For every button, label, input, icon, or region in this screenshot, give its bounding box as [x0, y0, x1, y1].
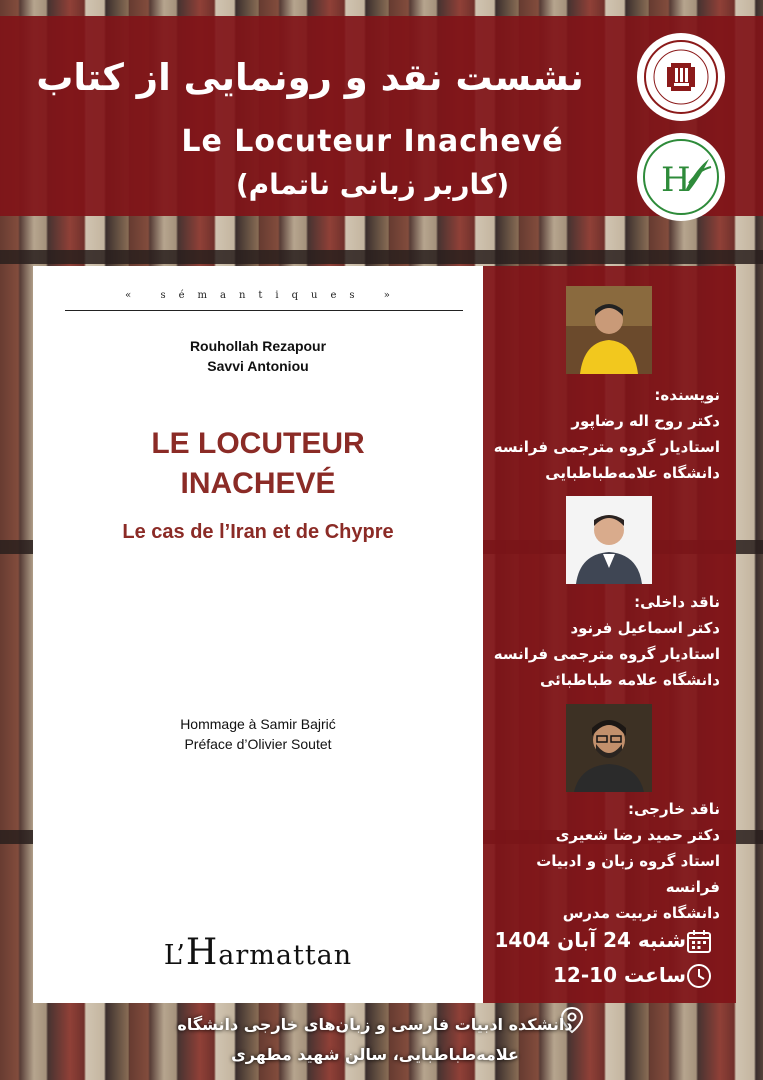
university-seal-logo — [637, 33, 725, 121]
clock-icon — [686, 963, 712, 989]
book-cover — [33, 266, 483, 1003]
internal-critic-name: دکتر اسماعیل فرنود — [570, 619, 720, 637]
internal-critic-affiliation: دانشگاه علامه طباطبائی — [540, 671, 720, 689]
internal-critic-info — [480, 589, 720, 693]
venue-line-2: علامه‌طباطبایی، سالن شهید مطهری — [231, 1045, 519, 1064]
internal-critic-photo — [566, 496, 652, 584]
cover-subtitle: Le cas de l’Iran et de Chypre — [122, 521, 394, 543]
book-title-persian: (کاربر زبانی ناتمام) — [235, 168, 510, 201]
external-critic-role: ناقد خارجی: — [627, 800, 720, 818]
speakers-panel — [483, 266, 736, 1003]
hommage-line: Hommage à Samir Bajrić — [180, 716, 336, 732]
internal-critic-role: ناقد داخلی: — [634, 593, 720, 611]
author-name: دکتر روح اله رضاپور — [571, 412, 720, 430]
series-name: « sémantiques » — [125, 290, 403, 301]
cover-dedication — [33, 714, 483, 754]
event-time: ساعت 10-12 — [553, 963, 686, 987]
author-role: نویسنده: — [654, 386, 720, 404]
external-critic-position: استاد گروه زبان و ادبیات فرانسه — [536, 852, 720, 896]
event-date: شنبه 24 آبان 1404 — [494, 928, 686, 952]
external-critic-photo — [566, 704, 652, 792]
svg-text:H: H — [661, 160, 691, 200]
preface-line: Préface d’Olivier Soutet — [184, 736, 332, 752]
cover-title-line1: LE LOCUTEUR — [151, 427, 365, 460]
event-venue — [150, 1010, 600, 1070]
external-critic-name: دکتر حمید رضا شعیری — [555, 826, 720, 844]
calendar-icon — [686, 928, 712, 954]
author-position: استادیار گروه مترجمی فرانسه — [493, 438, 720, 456]
author-affiliation: دانشگاه علامه‌طباطبایی — [545, 464, 720, 482]
cover-title-line2: INACHEVÉ — [180, 467, 336, 500]
author-info — [480, 382, 720, 486]
author-1: Rouhollah Rezapour — [189, 338, 327, 354]
venue-line-1: دانشکده ادبیات فارسی و زبان‌های خارجی دانشگاه — [177, 1015, 573, 1034]
author-photo — [566, 286, 652, 374]
external-critic-affiliation: دانشگاه تربیت مدرس — [562, 904, 720, 922]
book-title-french: Le Locuteur Inachevé — [181, 124, 564, 159]
publisher-name: L’Harmattan — [163, 932, 353, 973]
cover-title — [33, 424, 483, 504]
internal-critic-position: استادیار گروه مترجمی فرانسه — [493, 645, 720, 663]
author-2: Savvi Antoniou — [207, 358, 309, 374]
authors — [33, 336, 483, 376]
publisher-logo — [637, 133, 725, 221]
event-title: نشست نقد و رونمایی از کتاب — [36, 56, 584, 99]
external-critic-info — [480, 796, 720, 926]
series-divider — [65, 310, 463, 311]
